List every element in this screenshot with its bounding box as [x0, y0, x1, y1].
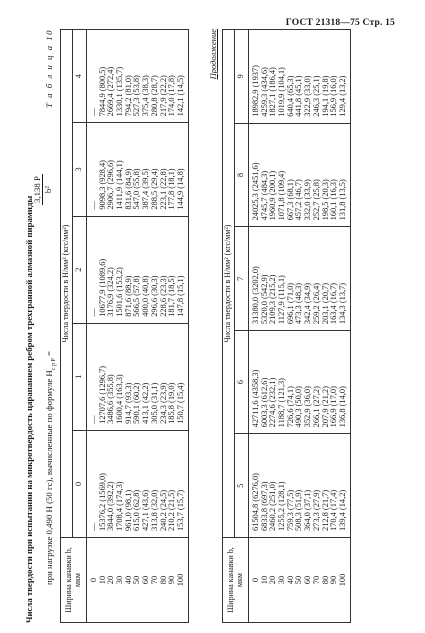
hardness-value: 31380,0 (3202,0)	[251, 266, 260, 325]
hardness-value: 240,2 (24,5)	[158, 489, 168, 531]
hardness-value: 12707,6 (1296,7)	[97, 365, 107, 424]
column-header-6: 6	[235, 331, 249, 434]
hardness-table-2	[222, 29, 351, 623]
hardness-value: 667,3 (68,1)	[285, 179, 295, 221]
column-header-2: 2	[73, 216, 87, 323]
hardness-value: 1708,4 (174,3)	[115, 481, 125, 531]
width-value: 0	[251, 577, 260, 583]
hardness-value: 42711,6 (4358,3)	[251, 369, 260, 428]
hardness-value: 527,3 (53,8)	[132, 75, 142, 117]
width-value: 60	[141, 575, 151, 585]
hardness-value: 322,9 (33,0)	[303, 75, 313, 117]
title-line-1: Числа твердости при испытании на микротвердость царапанием ребром трехгранной алмазной пирамиды	[24, 195, 34, 623]
hardness-column-2	[87, 216, 189, 323]
hardness-value: —	[89, 308, 98, 317]
hardness-value: 490,3 (50,0)	[294, 386, 304, 428]
hardness-value: 177,8 (18,1)	[167, 168, 177, 210]
hardness-value: 1600,4 (163,3)	[115, 374, 125, 424]
hardness-value: 252,7 (25,8)	[311, 179, 321, 221]
hardness-value: 144,9 (14,8)	[175, 168, 185, 210]
hardness-value: 2906,7 (296,6)	[106, 160, 116, 210]
hardness-column-7	[249, 227, 351, 331]
hardness-column-9	[249, 30, 351, 124]
hardness-value: 6833,8 (697,3)	[259, 481, 269, 531]
width-value: 40	[123, 575, 133, 585]
column-header-row	[235, 30, 249, 623]
width-values-cell	[87, 538, 189, 623]
width-column-header: Ширина канавки b, мкм	[61, 538, 87, 623]
hardness-value: 4745,7 (484,3)	[259, 170, 269, 221]
hardness-value: 342,4 (34,9)	[303, 282, 313, 325]
hardness-value: 134,3 (13,7)	[337, 282, 347, 325]
hardness-value: 457,2 (46,7)	[294, 179, 304, 221]
hardness-value: 212,8 (21,7)	[320, 489, 330, 531]
hardness-value: 10677,9 (1089,6)	[97, 258, 107, 317]
hardness-value: 288,5 (29,4)	[149, 168, 159, 210]
hardness-value: 198,5 (20,3)	[320, 179, 330, 221]
hardness-value: 24025,3 (2451,6)	[251, 162, 260, 221]
hardness-value: 18982,9 (1937)	[251, 65, 260, 117]
column-header-0: 0	[73, 430, 87, 537]
formula-numerator: 3,138 P	[32, 176, 42, 203]
hardness-value: 147,8 (15,1)	[175, 275, 185, 317]
formula-fraction	[32, 174, 53, 205]
hardness-value: 131,8 (13,5)	[337, 179, 347, 221]
hardness-value: 547,0 (55,8)	[132, 168, 142, 210]
hardness-table-1	[60, 29, 189, 623]
hardness-value: 871,6 (88,9)	[123, 275, 133, 317]
hardness-group-header: Числа твердости в Н/мм² (кгс/мм²)	[61, 30, 73, 538]
hardness-value: —	[89, 415, 98, 424]
rotated-page-content	[18, 25, 368, 625]
hardness-value: 1330,1 (135,7)	[115, 66, 125, 117]
continuation-label: Продолжение	[208, 29, 218, 80]
hardness-value: 9098,3 (928,4)	[97, 160, 107, 210]
hardness-value: 5320,0 (542,9)	[259, 274, 269, 325]
hardness-column-8	[249, 123, 351, 227]
hardness-column-4	[87, 30, 189, 123]
hardness-value: 223,1 (22,8)	[158, 168, 168, 210]
hardness-value: 364,0 (37,1)	[303, 489, 313, 531]
hardness-value: 174,0 (17,8)	[167, 75, 177, 117]
hardness-value: —	[89, 522, 98, 531]
hardness-value: 1501,6 (153,2)	[115, 267, 125, 317]
hardness-value: 332,0 (33,9)	[303, 179, 313, 221]
hardness-value: 3844,0 (392,2)	[106, 481, 116, 531]
hardness-value: 2274,6 (232,1)	[268, 377, 278, 428]
hardness-value: 246,3 (25,1)	[311, 75, 321, 117]
column-header-row	[73, 30, 87, 623]
table-body-row	[249, 30, 351, 623]
width-value: 40	[285, 575, 295, 585]
hardness-value: 203,1 (20,7)	[320, 282, 330, 325]
hardness-column-5	[249, 434, 351, 538]
hardness-value: 313,8 (32,0)	[149, 489, 159, 531]
hardness-value: 696,1 (71,0)	[285, 282, 295, 325]
width-value: 30	[115, 575, 125, 585]
hardness-value: 166,9 (17,0)	[329, 386, 339, 428]
width-value: 90	[329, 575, 339, 585]
hardness-value: 615,0 (62,8)	[132, 489, 142, 531]
hardness-value: 566,5 (57,8)	[132, 275, 142, 317]
hardness-value: 160,1 (16,3)	[329, 179, 339, 221]
hardness-column-0	[87, 430, 189, 537]
formula-subscript: c р P	[50, 358, 57, 371]
hardness-value: 181,7 (18,5)	[167, 275, 177, 317]
hardness-value: 139,4 (14,2)	[337, 489, 347, 531]
formula-equals: =	[44, 351, 54, 359]
width-column-header: Ширина канавки b, мкм	[223, 538, 249, 623]
width-value: 30	[277, 575, 287, 585]
hardness-value: 150,7 (15,4)	[175, 382, 185, 424]
hardness-value: 1188,7 (121,3)	[277, 378, 287, 428]
hardness-column-1	[87, 323, 189, 430]
table-number-label: Т а б л и ц а 10	[44, 29, 54, 108]
hardness-value: 185,8 (19,0)	[167, 382, 177, 424]
width-value: 50	[294, 575, 304, 585]
hardness-value: —	[89, 201, 98, 210]
width-value: 0	[89, 577, 98, 583]
hardness-group-header: Числа твердости в Н/мм² (кгс/мм²)	[223, 30, 235, 538]
hardness-value: 6003,3 (612,6)	[259, 377, 269, 428]
width-values-cell	[249, 538, 351, 623]
hardness-value: 61504,8 (6276,0)	[251, 473, 260, 531]
hardness-value: 266,1 (27,2)	[311, 386, 321, 428]
hardness-value: 194,1 (19,8)	[320, 75, 330, 117]
hardness-column-3	[87, 123, 189, 216]
width-value: 60	[303, 575, 313, 585]
title-line-2	[44, 351, 59, 585]
hardness-value: 280,8 (28,7)	[149, 75, 159, 117]
table-body-row	[87, 30, 189, 623]
width-value: 50	[132, 575, 142, 585]
hardness-value: 273,3 (27,9)	[311, 489, 321, 531]
hardness-value: 914,7 (93,3)	[123, 382, 133, 424]
width-value: 10	[259, 575, 269, 585]
hardness-value: 234,3 (23,9)	[158, 382, 168, 424]
hardness-value: 508,3 (51,9)	[294, 489, 304, 531]
formula-denominator: b²	[43, 186, 53, 194]
hardness-value: 961,0 (98,1)	[123, 489, 133, 531]
width-value: 80	[320, 575, 330, 585]
hardness-value: 413,1 (42,2)	[141, 382, 151, 424]
hardness-value: 217,9 (22,2)	[158, 75, 168, 117]
hardness-value: 129,4 (13,2)	[337, 75, 347, 117]
hardness-value: 228,6 (23,3)	[158, 275, 168, 317]
hardness-value: 156,9 (16,0)	[329, 75, 339, 117]
hardness-column-6	[249, 331, 351, 434]
title-block	[18, 25, 58, 625]
hardness-value: 207,9 (21,2)	[320, 386, 330, 428]
hardness-value: 427,1 (43,6)	[141, 489, 151, 531]
column-header-3: 3	[73, 123, 87, 216]
hardness-value: 4259,3 (434,6)	[259, 67, 269, 117]
hardness-value: 1127,9 (115,1)	[277, 275, 287, 325]
column-header-1: 1	[73, 323, 87, 430]
hardness-value: 473,3 (48,3)	[294, 282, 304, 325]
hardness-value: 3176,9 (324,2)	[106, 267, 116, 317]
hardness-value: 352,9 (36,0)	[303, 386, 313, 428]
hardness-value: 210,2 (21,5)	[167, 489, 177, 531]
hardness-value: 7844,9 (800,5)	[97, 66, 107, 117]
hardness-value: 170,4 (17,4)	[329, 489, 339, 531]
width-value: 10	[97, 575, 107, 585]
hardness-value: 296,6 (30,3)	[149, 275, 159, 317]
hardness-value: 163,4 (16,7)	[329, 282, 339, 325]
hardness-value: 153,7 (15,7)	[175, 489, 185, 531]
hardness-value: 400,0 (40,8)	[141, 275, 151, 317]
hardness-value: 1019,9 (104,1)	[277, 67, 287, 117]
hardness-value: 305,0 (31,1)	[149, 382, 159, 424]
hardness-value: 2460,2 (251,0)	[268, 481, 278, 531]
hardness-value: 726,6 (74,1)	[285, 386, 295, 428]
hardness-value: 15376,2 (1569,0)	[97, 473, 107, 531]
column-header-4: 4	[73, 30, 87, 123]
hardness-value: 590,1 (60,2)	[132, 382, 142, 424]
hardness-value: 759,3 (77,5)	[285, 489, 295, 531]
hardness-value: 387,4 (39,5)	[141, 168, 151, 210]
page-header: ГОСТ 21318—75 Стр. 15	[285, 18, 395, 28]
width-value: 100	[337, 573, 347, 587]
hardness-value: 441,8 (45,1)	[294, 75, 304, 117]
hardness-value: 375,4 (38,3)	[141, 75, 151, 117]
hardness-value: 1071,8 (109,4)	[277, 170, 287, 221]
title-line-2-text: при нагрузке 0,490 Н (50 гс), вычисленные по формуле H	[44, 370, 54, 585]
width-value: 20	[268, 575, 278, 585]
hardness-value: 640,4 (65,3)	[285, 75, 295, 117]
hardness-value: 2109,3 (215,2)	[268, 274, 278, 325]
hardness-value: 259,2 (26,4)	[311, 282, 321, 325]
hardness-value: 136,8 (14,0)	[337, 386, 347, 428]
width-value: 70	[149, 575, 159, 585]
hardness-value: 1255,2 (128,1)	[277, 481, 287, 531]
column-header-8: 8	[235, 123, 249, 227]
column-header-5: 5	[235, 434, 249, 538]
hardness-value: 831,6 (84,9)	[123, 168, 133, 210]
hardness-value: 794,2 (81,0)	[123, 75, 133, 117]
hardness-value: 1411,9 (144,1)	[115, 160, 125, 210]
hardness-value: 1827,1 (186,4)	[268, 67, 278, 117]
hardness-value: 2669,4 (272,4)	[106, 66, 116, 117]
width-value: 80	[158, 575, 168, 585]
hardness-value: 3486,6 (355,8)	[106, 374, 116, 424]
width-value: 70	[311, 575, 321, 585]
column-header-9: 9	[235, 30, 249, 124]
column-header-7: 7	[235, 227, 249, 331]
hardness-value: 142,1 (14,5)	[175, 75, 185, 117]
width-value: 20	[106, 575, 116, 585]
hardness-value: 1960,9 (200,1)	[268, 170, 278, 221]
hardness-value: —	[89, 107, 98, 117]
width-value: 100	[175, 573, 185, 587]
width-value: 90	[167, 575, 177, 585]
